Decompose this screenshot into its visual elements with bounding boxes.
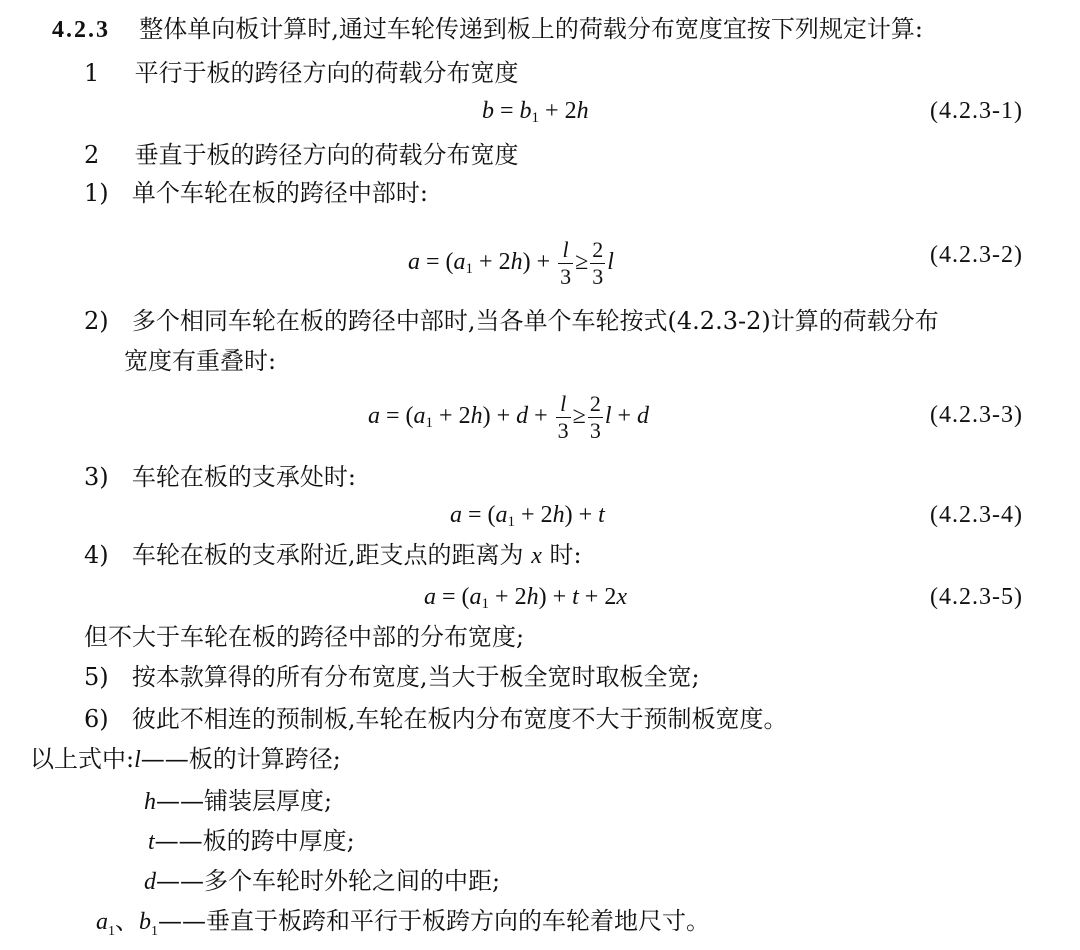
equation-3-number: (4.2.3-3) bbox=[930, 402, 1023, 428]
sub-item-3-text: 车轮在板的支承处时: bbox=[131, 463, 357, 491]
legend-row-1 bbox=[30, 744, 341, 775]
eq3-h: h bbox=[470, 403, 483, 429]
legend-desc: 铺装层厚度; bbox=[204, 787, 333, 815]
eq2-plus2: + 2 bbox=[473, 249, 511, 275]
eq5-t: t bbox=[572, 584, 579, 610]
sub-item-2-label: 2) bbox=[84, 307, 109, 335]
eq5-close: ) + bbox=[538, 584, 573, 610]
eq3-l: l bbox=[604, 403, 612, 429]
eq5-x: x bbox=[616, 584, 627, 610]
equation-2-number: (4.2.3-2) bbox=[930, 242, 1023, 268]
eq5-plus2x: + 2 bbox=[578, 584, 617, 610]
eq1-sub: 1 bbox=[531, 110, 540, 126]
sub-item-4-x: x bbox=[531, 543, 542, 569]
legend-desc: 板的计算跨径; bbox=[188, 745, 341, 773]
sub-item-6-text: 彼此不相连的预制板,车轮在板内分布宽度不大于预制板宽度。 bbox=[131, 705, 788, 733]
equation-1 bbox=[482, 96, 589, 126]
eq3-frac-num: l bbox=[556, 393, 571, 418]
legend-row-2 bbox=[144, 786, 332, 817]
sub-item-3-label: 3) bbox=[84, 463, 109, 491]
eq2-a: a bbox=[408, 249, 420, 275]
eq3-plusd: + bbox=[611, 403, 638, 429]
sub-item-2 bbox=[84, 306, 939, 336]
item-2 bbox=[84, 140, 519, 170]
eq4-a: a bbox=[450, 502, 462, 528]
legend-row-4 bbox=[144, 866, 500, 897]
legend-sep: 、 bbox=[115, 907, 139, 935]
eq2-h: h bbox=[510, 249, 523, 275]
legend-sub-b: 1 bbox=[151, 923, 158, 939]
eq3-open: = ( bbox=[380, 403, 414, 429]
sub-item-5 bbox=[84, 662, 700, 692]
sub-item-2-text2: 宽度有重叠时: bbox=[124, 347, 277, 375]
equation-3 bbox=[368, 388, 649, 444]
sub-item-4-label: 4) bbox=[84, 541, 109, 569]
eq4-h: h bbox=[552, 502, 565, 528]
equation-5 bbox=[424, 582, 627, 612]
equation-4-number: (4.2.3-4) bbox=[930, 502, 1023, 528]
legend-sym: d bbox=[144, 869, 156, 895]
eq1-h: h bbox=[576, 98, 589, 124]
legend-sym: h bbox=[144, 789, 156, 815]
eq5-a1: a bbox=[469, 584, 482, 610]
eq3-plus2: + 2 bbox=[433, 403, 471, 429]
eq5-open: = ( bbox=[436, 584, 470, 610]
eq4-close: ) + bbox=[564, 502, 599, 528]
eq2-frac-l3 bbox=[558, 236, 573, 289]
sub-item-4 bbox=[84, 540, 582, 571]
eq2-frac-num: l bbox=[558, 239, 573, 264]
eq1-plus: + 2 bbox=[539, 98, 577, 124]
note-after-eq5: 但不大于车轮在板的跨径中部的分布宽度; bbox=[84, 623, 525, 651]
section-number: 4.2.3 bbox=[52, 17, 110, 43]
sub-item-4-text-b: 时: bbox=[549, 541, 582, 569]
sub-item-5-label: 5) bbox=[84, 663, 109, 691]
section-text: 整体单向板计算时,通过车轮传递到板上的荷载分布宽度宜按下列规定计算: bbox=[139, 15, 923, 43]
eq2-frac2-den: 3 bbox=[592, 263, 604, 289]
eq3-frac-den: 3 bbox=[557, 417, 569, 443]
equation-1-number: (4.2.3-1) bbox=[930, 98, 1023, 124]
eq3-sub: 1 bbox=[425, 415, 434, 431]
section-heading bbox=[52, 14, 923, 45]
sub-item-1-text: 单个车轮在板的跨径中部时: bbox=[131, 179, 429, 207]
item-1-label: 1 bbox=[84, 59, 100, 87]
eq5-a: a bbox=[424, 584, 436, 610]
eq1-equals: = bbox=[500, 98, 514, 124]
eq2-geq: ≥ bbox=[575, 249, 589, 275]
eq3-a1: a bbox=[413, 403, 426, 429]
eq2-a1: a bbox=[453, 249, 466, 275]
eq3-d: d bbox=[516, 403, 529, 429]
sub-item-1 bbox=[84, 178, 428, 208]
sub-item-4-text-a: 车轮在板的支承附近,距支点的距离为 bbox=[131, 541, 524, 569]
legend-dash: —— bbox=[140, 745, 189, 773]
legend-sym-b: b bbox=[139, 909, 151, 935]
eq2-frac-23 bbox=[590, 236, 605, 289]
eq2-frac-den: 3 bbox=[560, 263, 572, 289]
eq3-d2: d bbox=[637, 403, 650, 429]
eq4-plus2: + 2 bbox=[515, 502, 553, 528]
eq2-close: ) + bbox=[522, 249, 551, 275]
sub-item-2-cont bbox=[124, 346, 276, 376]
legend-sym: l bbox=[134, 747, 141, 773]
sub-item-3 bbox=[84, 462, 356, 492]
eq4-a1: a bbox=[495, 502, 508, 528]
sub-item-1-label: 1) bbox=[84, 179, 109, 207]
sub-item-6-label: 6) bbox=[84, 705, 109, 733]
item-1-text: 平行于板的跨径方向的荷载分布宽度 bbox=[134, 59, 519, 87]
legend-sym-a: a bbox=[96, 909, 108, 935]
sub-item-5-text: 按本款算得的所有分布宽度,当大于板全宽时取板全宽; bbox=[131, 663, 700, 691]
eq3-frac-23 bbox=[588, 390, 603, 443]
legend-dash: —— bbox=[154, 827, 203, 855]
eq3-a: a bbox=[368, 403, 380, 429]
eq3-frac2-den: 3 bbox=[589, 417, 601, 443]
legend-desc: 多个车轮时外轮之间的中距; bbox=[204, 867, 501, 895]
legend-row-5 bbox=[96, 906, 710, 947]
eq4-t: t bbox=[598, 502, 605, 528]
legend-intro: 以上式中: bbox=[30, 745, 135, 773]
item-2-label: 2 bbox=[84, 141, 100, 169]
eq3-geq: ≥ bbox=[572, 403, 586, 429]
eq3-plus: + bbox=[528, 403, 548, 429]
legend-desc: 垂直于板跨和平行于板跨方向的车轮着地尺寸。 bbox=[206, 907, 710, 935]
legend-sub-a: 1 bbox=[108, 923, 115, 939]
eq5-plus2: + 2 bbox=[489, 584, 527, 610]
equation-4 bbox=[450, 500, 605, 530]
eq5-sub: 1 bbox=[481, 596, 490, 612]
eq1-lhs: b bbox=[482, 98, 494, 124]
eq2-frac2-num: 2 bbox=[592, 236, 604, 262]
legend-row-3 bbox=[148, 826, 355, 857]
equation-2 bbox=[408, 234, 614, 290]
legend-desc: 板的跨中厚度; bbox=[202, 827, 355, 855]
eq1-b: b bbox=[519, 98, 532, 124]
eq3-frac-l3 bbox=[556, 390, 571, 443]
sub-item-6 bbox=[84, 704, 788, 734]
legend-sym: t bbox=[148, 829, 155, 855]
eq2-open: = ( bbox=[420, 249, 454, 275]
eq4-sub: 1 bbox=[507, 514, 516, 530]
item-2-text: 垂直于板的跨径方向的荷载分布宽度 bbox=[134, 141, 519, 169]
equation-5-number: (4.2.3-5) bbox=[930, 584, 1023, 610]
sub-item-2-text: 多个相同车轮在板的跨径中部时,当各单个车轮按式(4.2.3-2)计算的荷载分布 bbox=[131, 307, 939, 335]
eq3-frac2-num: 2 bbox=[589, 390, 601, 416]
eq2-l: l bbox=[607, 249, 614, 275]
legend-dash: —— bbox=[156, 867, 204, 895]
eq4-open: = ( bbox=[462, 502, 496, 528]
eq3-close: ) + bbox=[482, 403, 511, 429]
legend-dash: —— bbox=[158, 907, 206, 935]
eq2-sub: 1 bbox=[465, 261, 474, 277]
legend-dash: —— bbox=[156, 787, 204, 815]
item-1 bbox=[84, 58, 519, 88]
eq5-h: h bbox=[526, 584, 539, 610]
